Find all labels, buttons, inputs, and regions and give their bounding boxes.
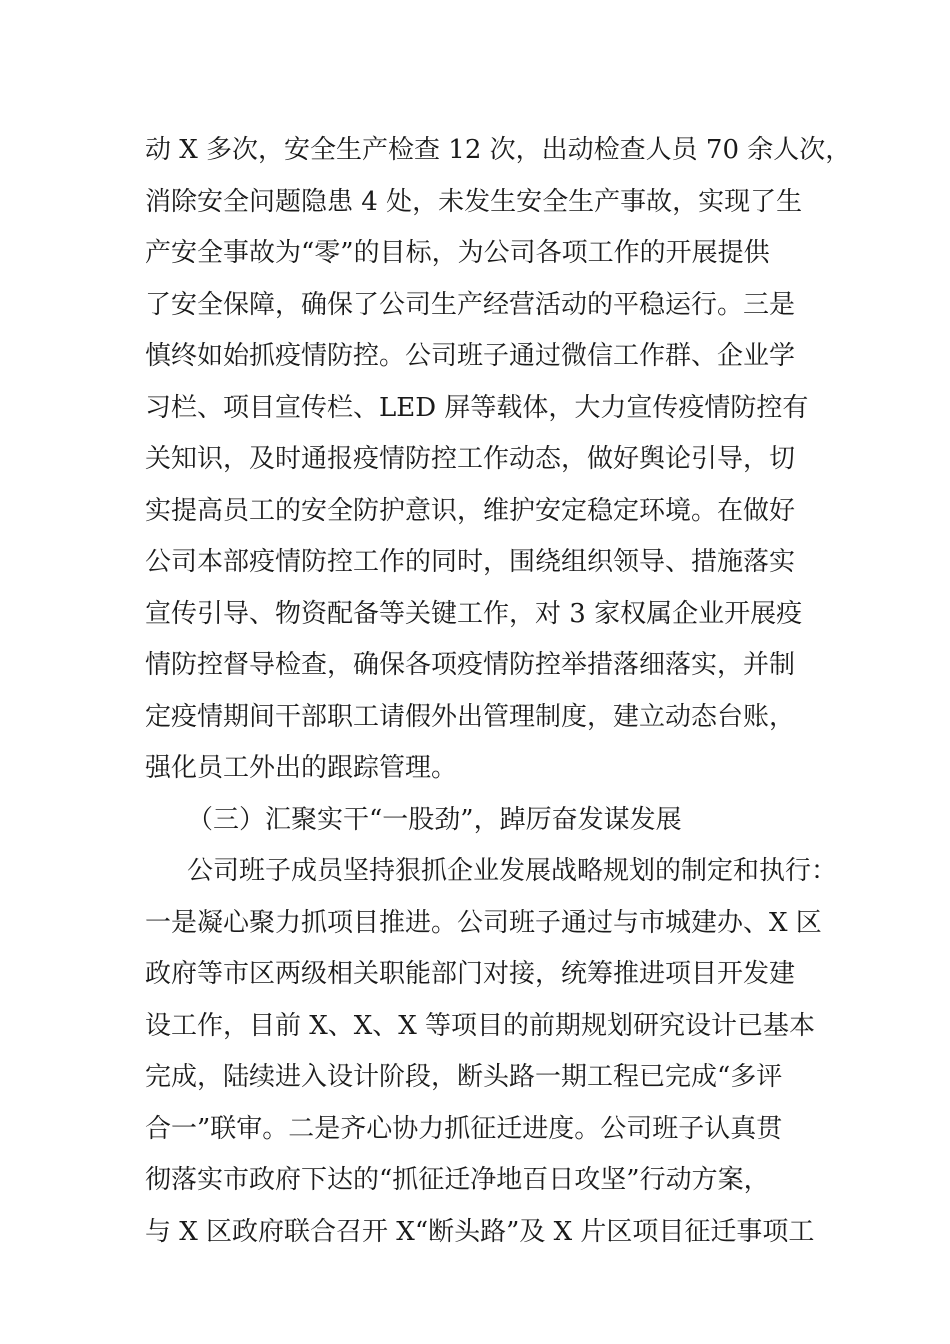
paragraph-line: 情防控督导检查，确保各项疫情防控举措落细落实，并制 [145,650,796,680]
paragraph-line: 宣传引导、物资配备等关键工作，对 3 家权属企业开展疫 [145,598,803,629]
paragraph-line: 实提高员工的安全防护意识，维护安定稳定环境。在做好 [145,495,796,526]
paragraph-line: 动 X 多次，安全生产检查 12 次，出动检查人员 70 余人次， [145,135,852,165]
paragraph-line: 公司班子成员坚持狠抓企业发展战略规划的制定和执行： [187,856,838,886]
paragraph-line: 习栏、项目宣传栏、LED 屏等载体，大力宣传疫情防控有 [145,392,809,423]
paragraph-line: 了安全保障，确保了公司生产经营活动的平稳运行。三是 [145,289,796,320]
paragraph-line: 完成，陆续进入设计阶段，断头路一期工程已完成“多评 [145,1062,783,1092]
paragraph-line: 公司本部疫情防控工作的同时，围绕组织领导、措施落实 [145,547,796,577]
paragraph-line: 合一”联审。二是齐心协力抓征迁进度。公司班子认真贯 [145,1113,783,1144]
paragraph-line: 定疫情期间干部职工请假外出管理制度，建立动态台账， [145,701,796,732]
paragraph-line: 彻落实市政府下达的“抓征迁净地百日攻坚”行动方案， [145,1165,770,1195]
paragraph-line: 强化员工外出的跟踪管理。 [145,753,458,783]
paragraph-line: 政府等市区两级相关职能部门对接，统筹推进项目开发建 [145,959,796,989]
paragraph-line: 设工作，目前 X、X、X 等项目的前期规划研究设计已基本 [145,1010,816,1041]
paragraph-line: 一是凝心聚力抓项目推进。公司班子通过与市城建办、X 区 [145,907,822,938]
section-heading: （三）汇聚实干“一股劲”，踔厉奋发谋发展 [187,804,682,835]
document-body [145,125,852,1258]
paragraph-line: 消除安全问题隐患 4 处，未发生安全生产事故，实现了生 [145,186,803,217]
paragraph-line: 与 X 区政府联合召开 X“断头路”及 X 片区项目征迁事项工 [145,1216,815,1247]
paragraph-line: 慎终如始抓疫情防控。公司班子通过微信工作群、企业学 [145,341,796,371]
paragraph-line: 产安全事故为“零”的目标，为公司各项工作的开展提供 [145,238,770,268]
paragraph-line: 关知识，及时通报疫情防控工作动态，做好舆论引导，切 [145,444,796,474]
